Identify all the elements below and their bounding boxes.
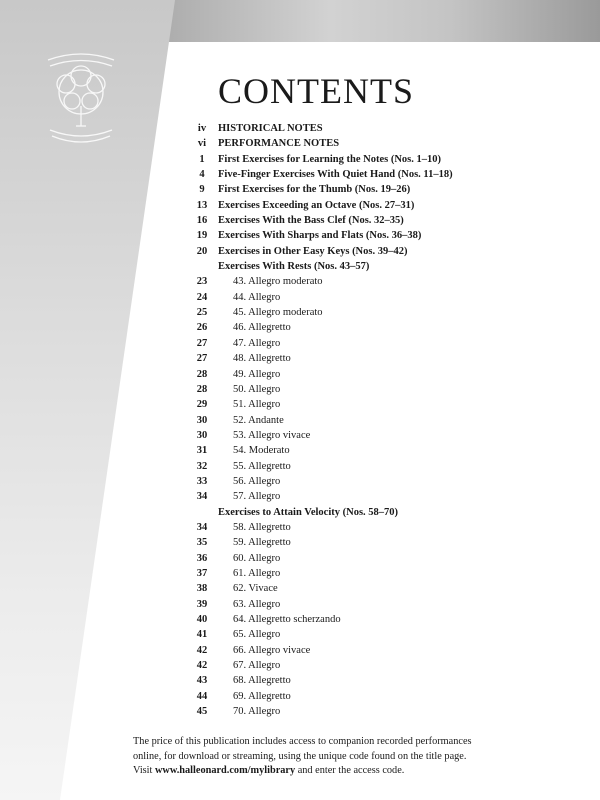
toc-page-number: 42 [196,660,208,672]
footer-line-3 [133,764,573,779]
toc-section-entry[interactable] [180,198,580,213]
page-title: CONTENTS [218,71,414,111]
toc-section-entry[interactable] [180,182,580,197]
toc-entry[interactable] [180,673,580,688]
toc-entry-title: 66. Allegro vivace [233,644,311,656]
toc-entry[interactable] [180,658,580,673]
toc-page-number: 4 [199,169,205,181]
toc-entry[interactable] [180,290,580,305]
toc-entry-title: 70. Allegro [233,706,281,718]
toc-entry-title: 58. Allegretto [233,521,291,533]
toc-entry[interactable] [180,581,580,596]
toc-entry[interactable] [180,305,580,320]
toc-page-number: 36 [196,552,208,564]
toc-page-number: 26 [196,322,208,334]
toc-entry-title: Exercises to Attain Velocity (Nos. 58–70) [218,506,399,518]
toc-page-number: vi [197,138,207,150]
toc-section-entry[interactable] [180,136,580,151]
toc-entry-title: 69. Allegretto [233,690,291,702]
toc-entry[interactable] [180,520,580,535]
toc-page-number: 30 [196,414,208,426]
toc-page-number: 44 [196,690,208,702]
toc-section-entry[interactable] [180,152,580,167]
toc-entry-title: 68. Allegretto [233,675,291,687]
toc-entry-title: 55. Allegretto [233,460,291,472]
toc-entry-title: 59. Allegretto [233,537,291,549]
toc-entry[interactable] [180,367,580,382]
toc-page-number: 13 [196,199,208,211]
toc-entry[interactable] [180,274,580,289]
library-link[interactable]: www.halleonard.com/mylibrary [154,765,296,776]
toc-entry[interactable] [180,566,580,581]
toc-entry[interactable] [180,320,580,335]
toc-page-number: 39 [196,598,208,610]
toc-page-number: 35 [196,537,208,549]
toc-page-number: 20 [196,245,208,257]
toc-entry-title: Five-Finger Exercises With Quiet Hand (Nos. 11–18) [218,169,453,181]
footer-note [133,735,573,779]
toc-page-number: 34 [196,491,208,503]
toc-page-number: 28 [196,368,208,380]
toc-entry-title: 48. Allegretto [233,353,291,365]
toc-entry-title: 50. Allegro [233,383,281,395]
toc-entry-title: Exercises With Sharps and Flats (Nos. 36–38) [218,230,422,242]
footer-line-2: online, for download or streaming, using the unique code found on the title page. [133,750,467,762]
toc-entry-title: First Exercises for the Thumb (Nos. 19–26) [218,184,411,196]
toc-entry-title: 54. Moderato [233,445,290,457]
toc-entry[interactable] [180,535,580,550]
toc-page-number: 30 [196,429,208,441]
toc-entry-title: Exercises With Rests (Nos. 43–57) [218,261,370,273]
toc-page-number: 28 [196,383,208,395]
toc-entry-title: 57. Allegro [233,491,281,503]
toc-entry-title: Exercises Exceeding an Octave (Nos. 27–31) [218,199,415,211]
toc-entry[interactable] [180,382,580,397]
toc-entry[interactable] [180,612,580,627]
toc-entry[interactable] [180,336,580,351]
toc-entry-title: Exercises in Other Easy Keys (Nos. 39–42) [218,245,408,257]
toc-page-number: 19 [196,230,208,242]
toc-page-number: 38 [196,583,208,595]
footer-line-3-prefix: Visit [133,765,155,776]
toc-entry-title: 53. Allegro vivace [233,429,311,441]
toc-entry-title: 67. Allegro [233,660,281,672]
toc-page-number: 31 [196,445,208,457]
toc-entry-title: HISTORICAL NOTES [218,123,323,134]
toc-entry[interactable] [180,627,580,642]
toc-page-number: 43 [196,675,208,687]
footer-line-3-suffix: and enter the access code. [295,765,405,776]
toc-entry[interactable] [180,489,580,504]
toc-entry[interactable] [180,351,580,366]
toc-entry[interactable] [180,443,580,458]
toc-entry[interactable] [180,413,580,428]
toc-entry-title: 45. Allegro moderato [233,307,323,319]
toc-entry[interactable] [180,597,580,612]
toc-page-number: iv [197,123,207,134]
toc-page-number: 27 [196,337,208,349]
toc-entry-title: 64. Allegretto scherzando [233,614,341,625]
toc-page-number: 9 [199,184,205,196]
toc-entry-title: 65. Allegro [233,629,281,641]
toc-section-entry[interactable] [180,259,580,274]
toc-entry-title: 60. Allegro [233,552,281,564]
toc-section-entry[interactable] [180,121,580,136]
toc-page-number: 27 [196,353,208,365]
toc-entry[interactable] [180,643,580,658]
toc-section-entry[interactable] [180,228,580,243]
toc-entry-title: 52. Andante [233,414,284,426]
toc-entry-title: First Exercises for Learning the Notes (Nos. 1–10) [218,153,441,165]
toc-page-number: 1 [199,153,205,165]
toc-entry-title: 56. Allegro [233,475,281,487]
toc-page-number: 24 [196,291,208,303]
toc-entry-title: 62. Vivace [233,583,278,595]
toc-section-entry[interactable] [180,213,580,228]
toc-page-number: 40 [196,614,208,625]
footer-line-1: The price of this publication includes access to companion recorded performances [133,736,472,747]
toc-entry[interactable] [180,689,580,704]
toc-section-entry[interactable] [180,244,580,259]
toc-entry[interactable] [180,704,580,719]
toc-page-number: 23 [196,276,208,288]
toc-entry-title: 44. Allegro [233,291,281,303]
toc-page-number: 34 [196,521,208,533]
toc-page-number: 25 [196,307,208,319]
toc-entry-title: 61. Allegro [233,567,281,579]
toc-section-entry[interactable] [180,167,580,182]
toc-entry-title: 63. Allegro [233,598,281,610]
toc-entry-title: Exercises With the Bass Clef (Nos. 32–35) [218,215,404,227]
toc-page-number: 41 [196,629,208,641]
toc-section-entry[interactable] [180,505,580,520]
toc-entry[interactable] [180,459,580,474]
toc-entry-title: 49. Allegro [233,368,281,380]
toc-entry-title: PERFORMANCE NOTES [218,138,340,150]
toc-page-number: 45 [196,706,208,718]
toc-entry-title: 46. Allegretto [233,322,291,334]
toc-entry[interactable] [180,551,580,566]
toc-page-number: 33 [196,475,208,487]
toc-entry-title: 51. Allegro [233,399,281,411]
toc-page-number: 16 [196,215,208,227]
table-of-contents [180,121,580,719]
toc-entry[interactable] [180,397,580,412]
toc-page-number: 32 [196,460,208,472]
toc-page-number: 37 [196,567,208,579]
tree-emblem-icon [36,46,126,146]
toc-entry[interactable] [180,428,580,443]
toc-entry[interactable] [180,474,580,489]
toc-entry-title: 47. Allegro [233,337,281,349]
toc-page-number: 29 [196,399,208,411]
toc-page-number: 42 [196,644,208,656]
toc-entry-title: 43. Allegro moderato [233,276,323,288]
